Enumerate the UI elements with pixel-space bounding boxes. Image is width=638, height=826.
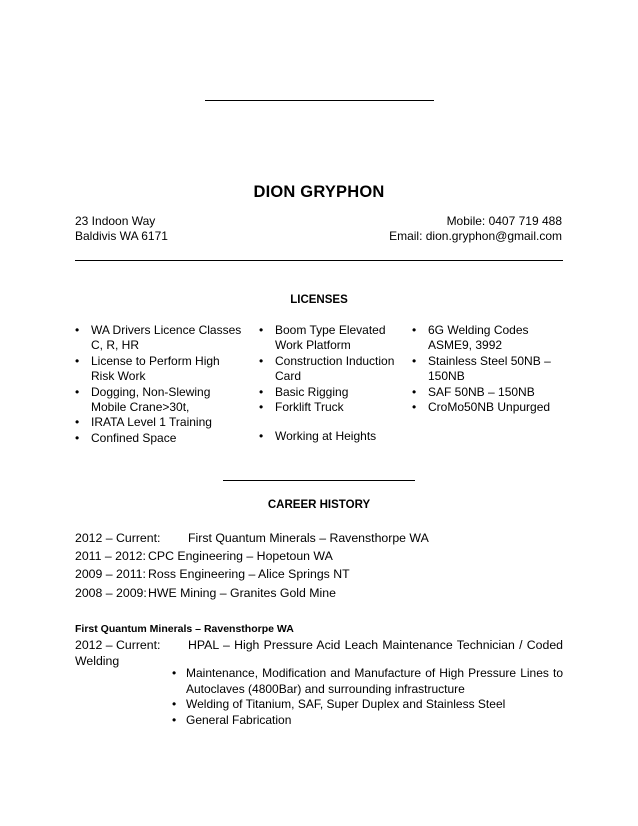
bullet-icon: • <box>75 415 80 430</box>
career-period: 2009 – 2011: <box>75 567 146 582</box>
bullet-icon: • <box>259 384 264 399</box>
license-item: • IRATA Level 1 Training <box>75 415 212 430</box>
bullet-icon: • <box>259 429 264 444</box>
career-period: 2012 – Current: <box>75 531 161 545</box>
bullet-icon: • <box>412 323 417 337</box>
license-item: • Working at Heights <box>259 429 377 444</box>
duty-item: • General Fabrication <box>172 712 292 727</box>
address-line-1: 23 Indoon Way <box>75 214 156 228</box>
license-item: • License to Perform High Risk Work <box>75 353 220 384</box>
career-entry <box>75 565 429 583</box>
bullet-icon: • <box>259 323 264 337</box>
bullet-icon: • <box>75 384 80 399</box>
mobile-number: Mobile: 0407 719 488 <box>446 214 562 228</box>
email-address: Email: dion.gryphon@gmail.com <box>389 229 562 243</box>
duties-list <box>169 666 563 728</box>
career-entry <box>75 529 429 547</box>
license-item: • Basic Rigging <box>259 384 349 399</box>
license-item: • Confined Space <box>75 430 177 445</box>
license-item: • CroMo50NB Unpurged <box>412 400 551 415</box>
bullet-icon: • <box>75 430 80 445</box>
license-item: • Construction Induction Card <box>259 353 395 384</box>
address-block <box>75 214 168 244</box>
bullet-icon: • <box>412 353 417 368</box>
career-employer: First Quantum Minerals – Ravensthorpe WA <box>188 531 429 545</box>
top-divider <box>205 100 434 101</box>
candidate-name: DION GRYPHON <box>253 183 385 201</box>
duty-item: • Maintenance, Modification and Manufacture of High Pressure Lines to Autoclaves (4800Bar) and surrounding infrastructure <box>172 666 563 696</box>
role-description <box>75 637 563 669</box>
license-item: • Forklift Truck <box>259 400 344 415</box>
license-item: • Stainless Steel 50NB – 150NB <box>412 353 551 384</box>
license-item: • SAF 50NB – 150NB <box>412 384 535 399</box>
bullet-icon: • <box>172 666 177 680</box>
career-entry <box>75 547 429 565</box>
career-history-list <box>75 529 429 602</box>
bullet-icon: • <box>412 384 417 399</box>
license-item: • Boom Type Elevated Work Platform <box>259 323 386 353</box>
header-divider <box>75 260 563 261</box>
license-item: • Dogging, Non-Slewing Mobile Crane>30t, <box>75 384 211 415</box>
company-heading: First Quantum Minerals – Ravensthorpe WA <box>75 623 294 635</box>
bullet-icon: • <box>172 712 177 727</box>
licenses-column-1 <box>75 323 243 446</box>
licenses-heading: LICENSES <box>290 294 348 306</box>
role-title: HPAL – High Pressure Acid Leach Maintenance Technician / Coded Welding <box>75 638 563 668</box>
bullet-icon: • <box>75 353 80 368</box>
duty-item: • Welding of Titanium, SAF, Super Duplex and Stainless Steel <box>172 697 506 711</box>
career-period: 2008 – 2009: <box>75 585 147 600</box>
career-period: 2011 – 2012: <box>75 549 146 564</box>
license-item: • WA Drivers Licence Classes C, R, HR <box>75 323 242 353</box>
bullet-icon: • <box>259 400 264 415</box>
career-employer: HWE Mining – Granites Gold Mine <box>148 585 336 600</box>
career-employer: Ross Engineering – Alice Springs NT <box>148 567 350 582</box>
contact-block <box>389 214 562 244</box>
bullet-icon: • <box>172 697 177 711</box>
address-line-2: Baldivis WA 6171 <box>75 229 168 243</box>
bullet-icon: • <box>412 400 417 415</box>
career-entry <box>75 584 429 602</box>
licenses-column-3 <box>412 323 564 415</box>
bullet-icon: • <box>259 353 264 368</box>
career-employer: CPC Engineering – Hopetoun WA <box>148 549 333 564</box>
section-divider <box>223 480 415 481</box>
career-history-heading: CAREER HISTORY <box>267 499 371 511</box>
licenses-column-2 <box>259 323 399 445</box>
role-period: 2012 – Current: <box>75 638 161 652</box>
bullet-icon: • <box>75 323 80 337</box>
license-item: • 6G Welding Codes ASME9, 3992 <box>412 323 529 353</box>
